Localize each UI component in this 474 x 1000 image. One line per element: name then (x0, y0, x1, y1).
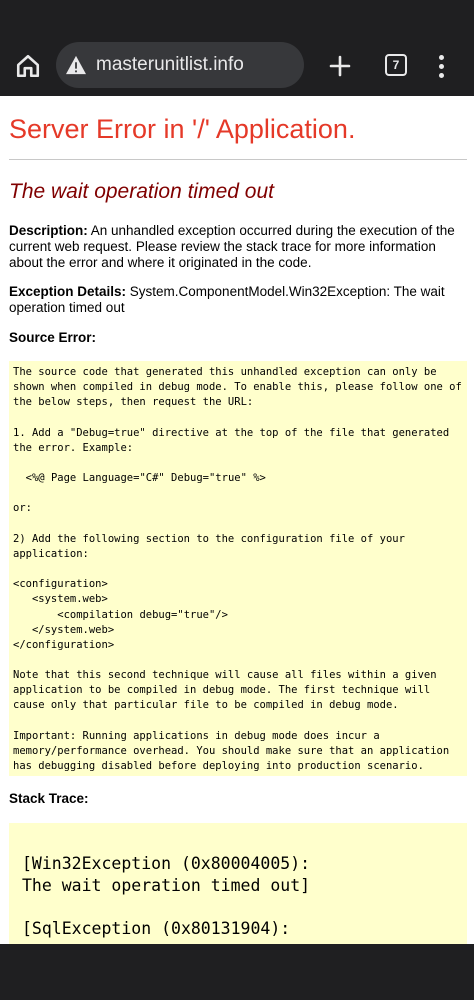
exception-text: System.ComponentModel.Win32Exception: The wait operation timed out (9, 284, 445, 315)
stack-trace-label: Stack Trace: (9, 791, 89, 806)
source-error-box (9, 361, 467, 776)
more-menu-icon[interactable] (430, 48, 452, 84)
description (9, 223, 467, 271)
address-bar[interactable] (56, 42, 304, 88)
web-page (0, 96, 474, 944)
exception-label: Exception Details: (9, 284, 127, 299)
url-text[interactable]: masterunitlist.info (96, 54, 244, 75)
source-error-label: Source Error: (9, 330, 97, 345)
source-error-code: The source code that generated this unhandled exception can only be shown when compiled in debug mode. To enable this, please follow one of the below steps, then request the URL: 1. Add a "Debug=true" directive at the top of the file that generated the error. Example: <%@ Page Language="C#" Debug="true" %> or: 2) Add the following section to the configuration file of your application: <configuration> <system.web> <compilation debug="true"/> </system.web> </configuration> Note that this second technique will cause all files within a given application to be compiled in debug mode. The first technique will cause only that particular file to be compiled in debug mode. Important: Running applications in debug mode does incur a memory/performance overhead. You should make sure that an application has debugging disabled before deploying into production scenario. (13, 366, 462, 773)
system-nav-bar (0, 944, 474, 1000)
warning-icon[interactable] (64, 53, 88, 77)
home-icon[interactable] (12, 48, 44, 84)
stack-trace-text: [Win32Exception (0x80004005): The wait operation timed out] [SqlException (0x80131904): (22, 854, 311, 938)
new-tab-icon[interactable] (324, 48, 356, 84)
description-label: Description: (9, 223, 88, 238)
status-bar (0, 0, 474, 38)
tab-switcher-button[interactable] (382, 51, 410, 79)
stack-trace-box (9, 823, 467, 944)
divider (9, 159, 467, 160)
browser-toolbar (0, 38, 474, 96)
description-text: An unhandled exception occurred during the execution of the current web request. Please review the stack trace for more information about the error and where it originated in the code. (9, 223, 455, 270)
page-title: Server Error in '/' Application. (9, 114, 356, 144)
error-subtitle: The wait operation timed out (9, 180, 274, 203)
tab-count: 7 (385, 54, 407, 76)
exception-details (9, 284, 467, 316)
